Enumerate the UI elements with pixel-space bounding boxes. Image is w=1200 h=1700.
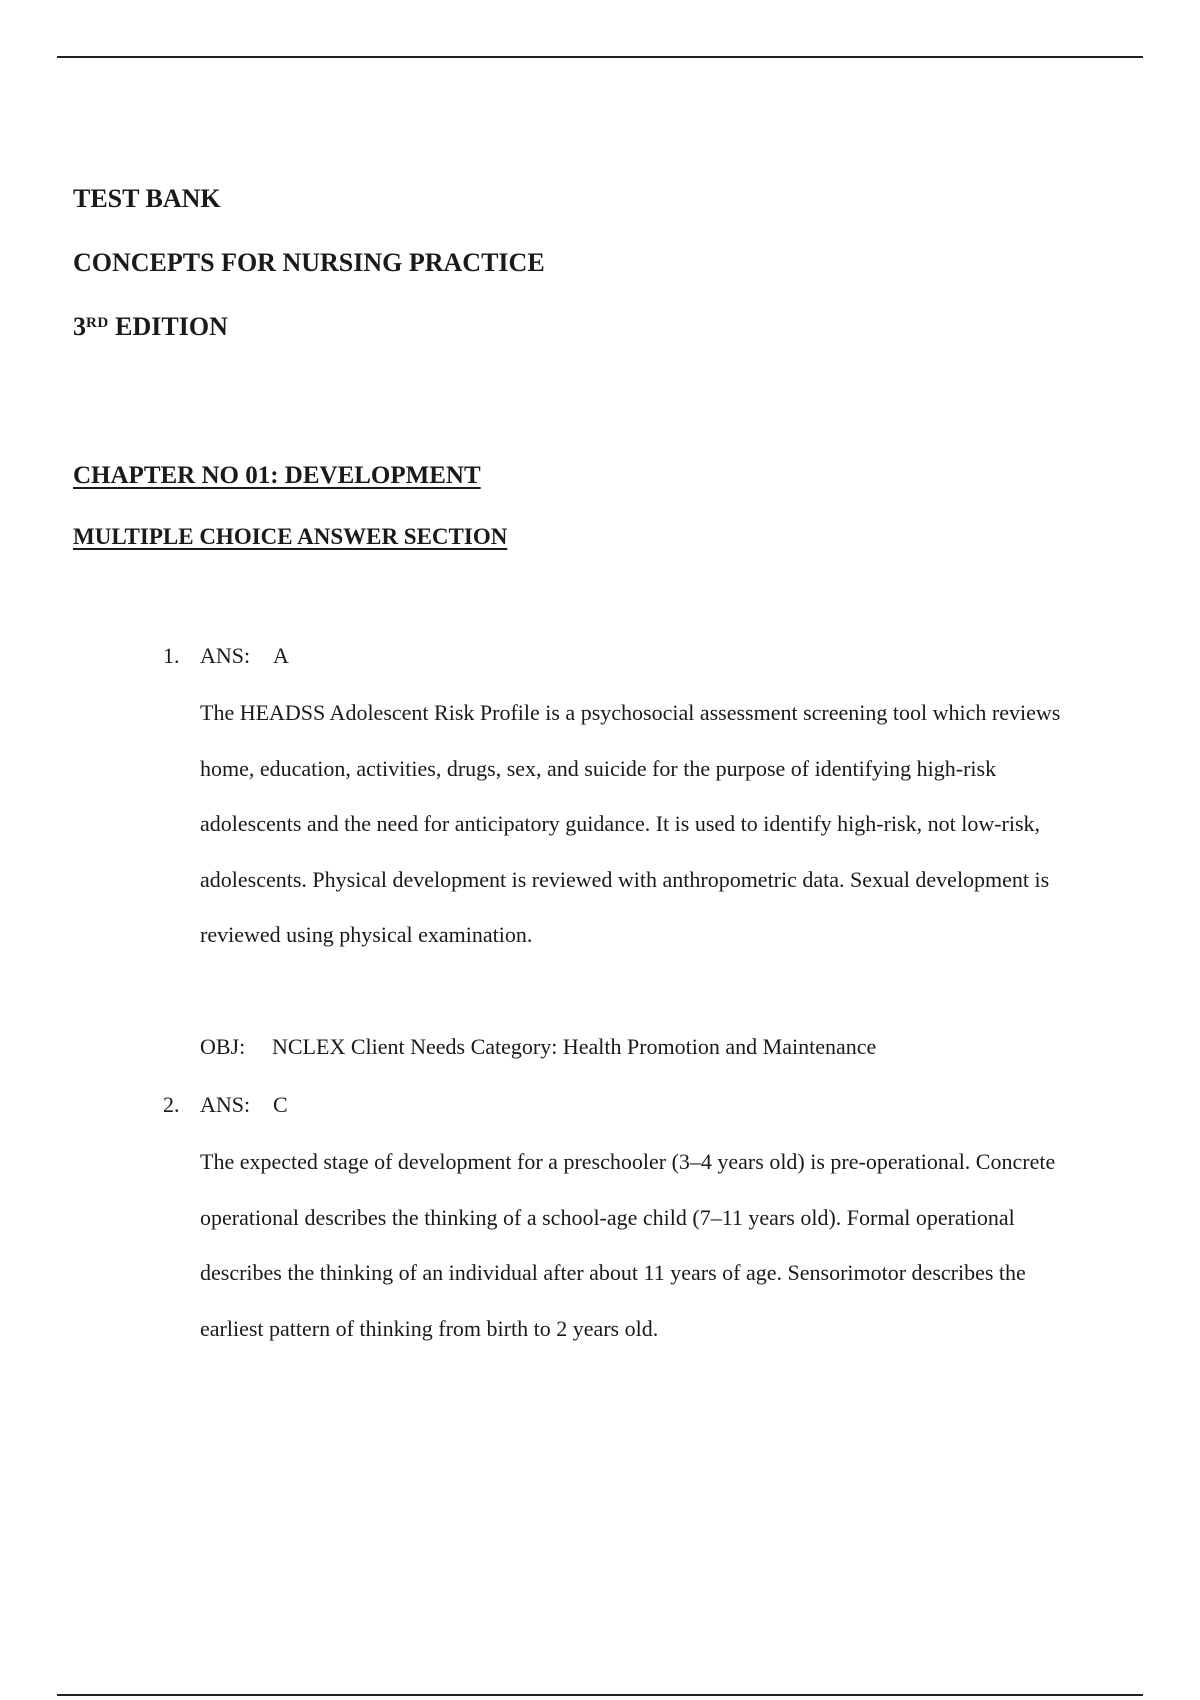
rationale-line: home, education, activities, drugs, sex, and suicide for the purpose of identifying high-risk — [200, 755, 997, 781]
edition-suffix: RD — [86, 315, 109, 331]
rationale-line: adolescents and the need for anticipatory guidance. It is used to identify high-risk, not low-risk, — [200, 811, 1041, 836]
answer-section-title: MULTIPLE CHOICE ANSWER SECTION — [73, 524, 508, 549]
document-subtitle: CONCEPTS FOR NURSING PRACTICE — [73, 248, 545, 277]
chapter-title: CHAPTER NO 01: DEVELOPMENT — [73, 462, 481, 489]
edition-number: 3 — [73, 312, 86, 341]
answer-label: ANS: — [200, 1092, 251, 1117]
answer-value: C — [273, 1092, 288, 1117]
edition-word: EDITION — [115, 312, 228, 341]
rationale-line: The expected stage of development for a preschooler (3–4 years old) is pre-operational. Concrete — [200, 1149, 1056, 1174]
rationale-line: adolescents. Physical development is reviewed with anthropometric data. Sexual development is — [200, 866, 1050, 892]
answer-value: A — [273, 643, 289, 668]
document-title: TEST BANK — [73, 184, 221, 213]
rationale-line: operational describes the thinking of a school-age child (7–11 years old). Formal operational — [200, 1204, 1015, 1230]
objective-value: NCLEX Client Needs Category: Health Promotion and Maintenance — [272, 1034, 877, 1059]
rationale-line: The HEADSS Adolescent Risk Profile is a psychosocial assessment screening tool which reviews — [200, 700, 1061, 725]
answer-number: 1. — [163, 643, 180, 668]
rationale-line: describes the thinking of an individual after about 11 years of age. Sensorimotor describes the — [200, 1260, 1026, 1285]
rationale-line: reviewed using physical examination. — [200, 922, 533, 947]
bottom-divider — [57, 1694, 1143, 1696]
rationale-line: earliest pattern of thinking from birth to 2 years old. — [200, 1315, 659, 1341]
answer-rationale — [200, 700, 1160, 978]
answer-number: 2. — [163, 1092, 180, 1117]
answer-label: ANS: — [200, 643, 251, 668]
answer-rationale — [200, 1149, 1160, 1371]
objective-label: OBJ: — [200, 1034, 246, 1059]
